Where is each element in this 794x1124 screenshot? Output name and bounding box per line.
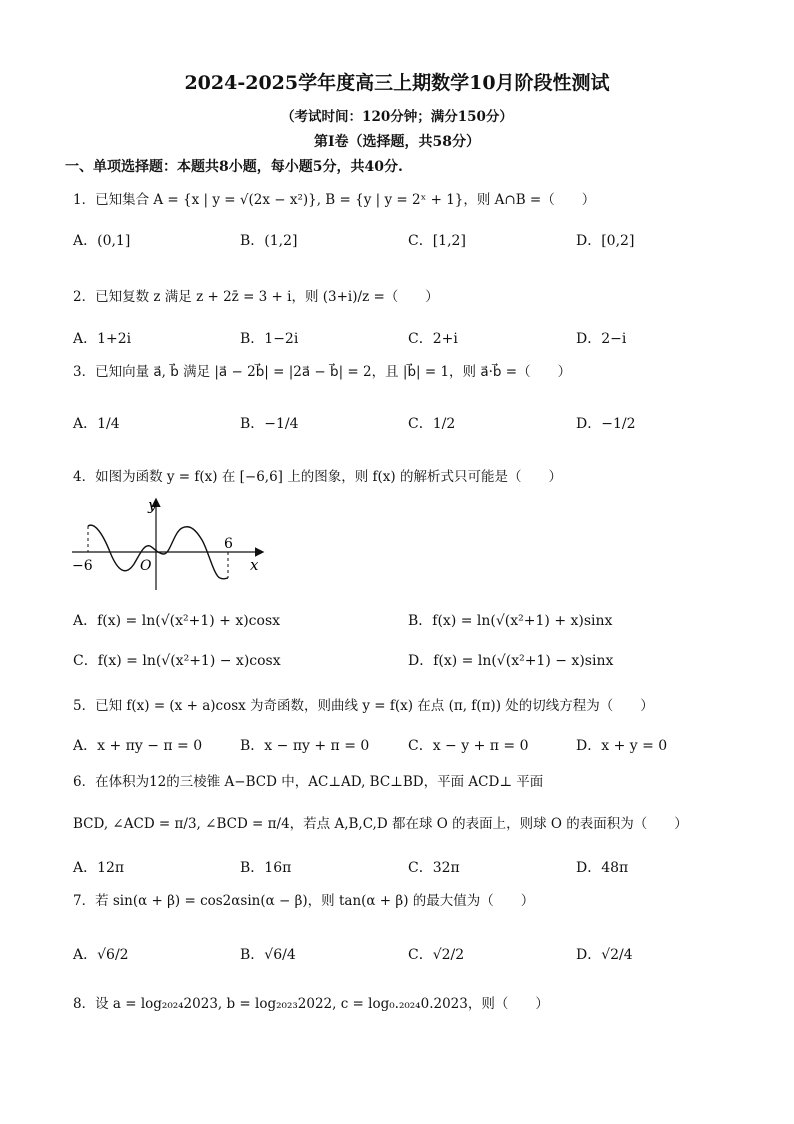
question-5-stem: 5．已知 f(x) = (x + a)cosx 为奇函数，则曲线 y = f(x) 在点 (π, f(π)) 处的切线方程为（ ） xyxy=(73,698,654,714)
y-axis-label: y xyxy=(148,496,157,514)
question-2-option-b: B．1−2i xyxy=(240,331,299,347)
question-1-option-a: A．(0,1] xyxy=(73,233,131,249)
origin-label: O xyxy=(140,558,152,574)
function-graph xyxy=(68,492,268,592)
x-axis-label: x xyxy=(250,556,259,574)
question-4-option-d: D．f(x) = ln(√(x²+1) − x)sinx xyxy=(408,653,614,669)
question-7-option-a: A．√6/2 xyxy=(73,947,129,963)
question-3-option-d: D．−1/2 xyxy=(576,416,636,432)
question-5-option-d: D．x + y = 0 xyxy=(576,738,668,754)
question-1-option-d: D．[0,2] xyxy=(576,233,635,249)
section-heading: 一、单项选择题：本题共8小题，每小题5分，共40分. xyxy=(65,159,403,175)
question-5-option-a: A．x + πy − π = 0 xyxy=(73,738,203,754)
question-6-option-a: A．12π xyxy=(73,860,125,876)
question-2-option-c: C．2+i xyxy=(408,331,458,347)
question-2-option-d: D．2−i xyxy=(576,331,627,347)
question-3-option-a: A．1/4 xyxy=(73,416,120,432)
question-4-option-c: C．f(x) = ln(√(x²+1) − x)cosx xyxy=(73,653,281,669)
question-3-stem: 3．已知向量 a⃗, b⃗ 满足 |a⃗ − 2b⃗| = |2a⃗ − b⃗| = 2，且 |b⃗| = 1，则 a⃗·b⃗ =（ ） xyxy=(73,364,572,380)
question-5-option-c: C．x − y + π = 0 xyxy=(408,738,529,754)
question-2-option-a: A．1+2i xyxy=(73,331,132,347)
question-7-option-d: D．√2/4 xyxy=(576,947,633,963)
question-1-stem: 1．已知集合 A = {x | y = √(2x − x²)}, B = {y | y = 2ˣ + 1}，则 A∩B =（ ） xyxy=(73,192,596,208)
left-bound-label: −6 xyxy=(72,558,93,574)
question-8-stem: 8．设 a = log₂₀₂₄2023, b = log₂₀₂₃2022, c = log₀.₂₀₂₄0.2023，则（ ） xyxy=(73,996,549,1012)
question-6-stem-line2: BCD, ∠ACD = π/3, ∠BCD = π/4，若点 A,B,C,D 都在球 O 的表面上，则球 O 的表面积为（ ） xyxy=(73,816,688,832)
question-7-option-b: B．√6/4 xyxy=(240,947,296,963)
question-4-option-b: B．f(x) = ln(√(x²+1) + x)sinx xyxy=(408,613,613,629)
question-5-option-b: B．x − πy + π = 0 xyxy=(240,738,370,754)
right-bound-label: 6 xyxy=(224,536,233,552)
question-6-option-c: C．32π xyxy=(408,860,460,876)
question-4-option-a: A．f(x) = ln(√(x²+1) + x)cosx xyxy=(73,613,281,629)
question-6-stem-line1: 6．在体积为12的三棱锥 A−BCD 中，AC⊥AD, BC⊥BD，平面 ACD⊥ 平面 xyxy=(73,774,544,790)
question-3-option-c: C．1/2 xyxy=(408,416,456,432)
page-title: 2024-2025学年度高三上期数学10月阶段性测试 xyxy=(184,72,610,94)
exam-info: （考试时间：120分钟；满分150分） xyxy=(281,109,513,125)
question-6-option-b: B．16π xyxy=(240,860,292,876)
question-1-option-b: B．(1,2] xyxy=(240,233,298,249)
volume-heading: 第Ⅰ卷（选择题，共58分） xyxy=(313,134,481,150)
question-4-stem: 4．如图为函数 y = f(x) 在 [−6,6] 上的图象，则 f(x) 的解析式只可能是（ ） xyxy=(73,469,562,485)
question-7-stem: 7．若 sin(α + β) = cos2αsin(α − β)，则 tan(α + β) 的最大值为（ ） xyxy=(73,893,535,909)
question-1-option-c: C．[1,2] xyxy=(408,233,466,249)
question-3-option-b: B．−1/4 xyxy=(240,416,299,432)
question-7-option-c: C．√2/2 xyxy=(408,947,465,963)
question-6-option-d: D．48π xyxy=(576,860,629,876)
question-2-stem: 2．已知复数 z 满足 z + 2z̄ = 3 + i，则 (3+i)/z =（ ） xyxy=(73,289,439,305)
